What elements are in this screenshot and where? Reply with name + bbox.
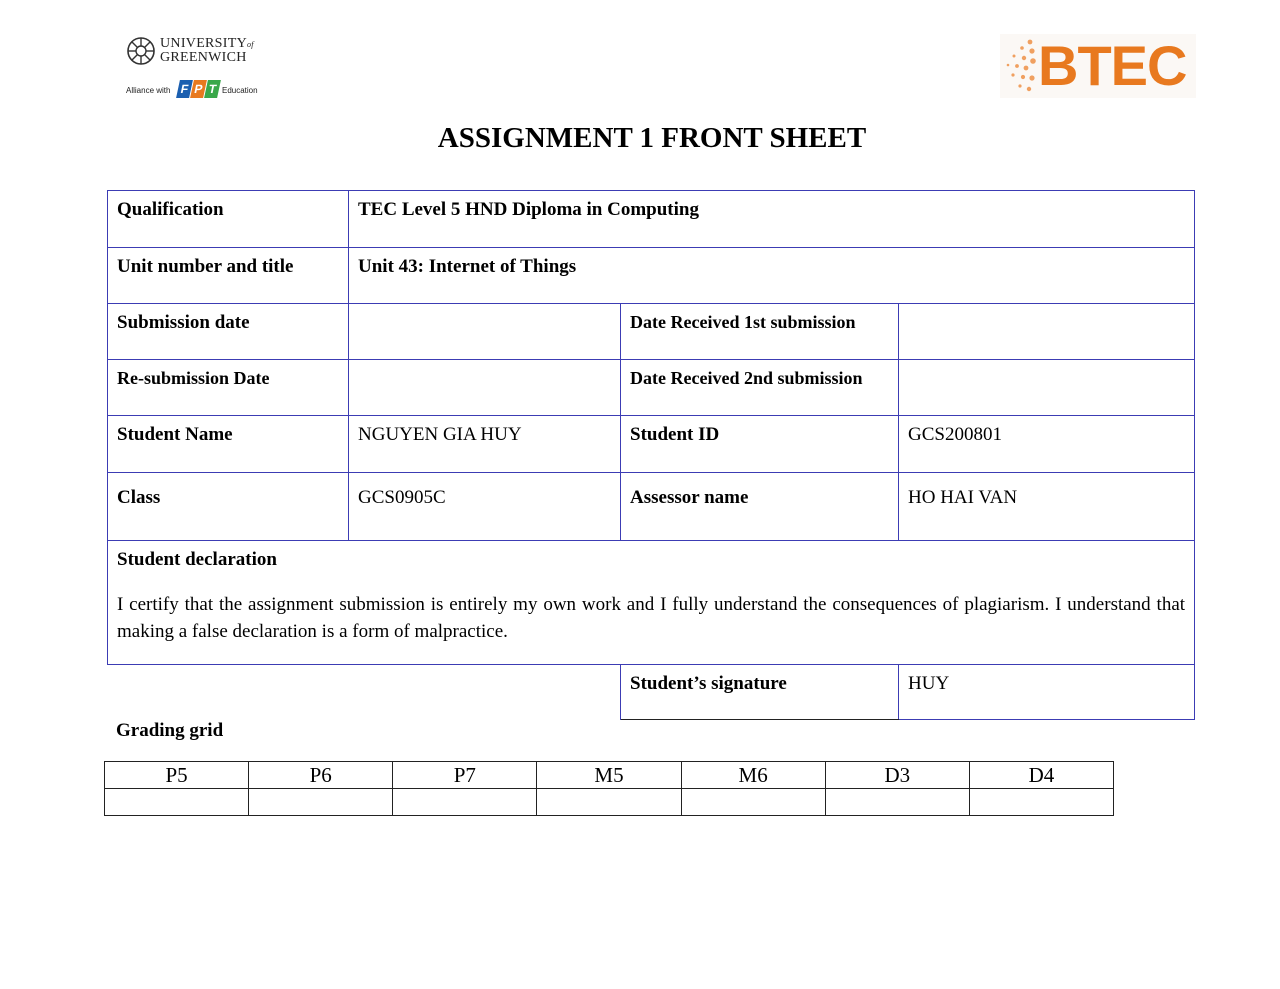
declaration-label: Student declaration — [117, 549, 277, 570]
unit-row — [108, 248, 1195, 304]
submission-row — [108, 304, 1195, 360]
grade-cell-d4[interactable] — [969, 789, 1113, 816]
grade-header-p5: P5 — [105, 762, 249, 789]
declaration-row — [108, 541, 1195, 665]
qualification-label: Qualification — [108, 191, 349, 248]
grading-grid — [104, 761, 1114, 816]
university-crest-icon — [126, 36, 156, 66]
resubmission-date-field[interactable] — [349, 360, 621, 416]
signature-spacer — [108, 665, 621, 720]
grade-cell-m6[interactable] — [681, 789, 825, 816]
grade-header-p6: P6 — [249, 762, 393, 789]
date-received-2-label: Date Received 2nd submission — [621, 360, 899, 416]
student-id-label: Student ID — [621, 416, 899, 473]
grade-header-p7: P7 — [393, 762, 537, 789]
resubmission-row — [108, 360, 1195, 416]
student-name-value[interactable]: NGUYEN GIA HUY — [349, 416, 621, 473]
declaration-cell — [108, 541, 1195, 665]
grade-cell-p6[interactable] — [249, 789, 393, 816]
grade-header-m5: M5 — [537, 762, 681, 789]
student-name-row — [108, 416, 1195, 473]
signature-value[interactable]: HUY — [899, 665, 1195, 720]
declaration-text: I certify that the assignment submission is entirely my own work and I fully understand the consequences of plagiarism. I understand that making a false declaration is a form of malpractice. — [117, 594, 1186, 642]
unit-value: Unit 43: Internet of Things — [349, 248, 1195, 304]
class-row — [108, 473, 1195, 541]
university-name-line1: UNIVERSITYof — [160, 36, 254, 51]
fpt-logo-letter-f: F — [176, 80, 193, 98]
grading-value-row — [105, 789, 1114, 816]
qualification-value: TEC Level 5 HND Diploma in Computing — [349, 191, 1195, 248]
date-received-1-field[interactable] — [899, 304, 1195, 360]
alliance-text: Alliance with — [126, 86, 171, 95]
grade-header-d3: D3 — [825, 762, 969, 789]
fpt-logo-letter-t: T — [204, 80, 221, 98]
btec-wordmark: BTEC — [1038, 34, 1187, 97]
grade-header-d4: D4 — [969, 762, 1113, 789]
date-received-2-field[interactable] — [899, 360, 1195, 416]
assessor-value[interactable]: HO HAI VAN — [899, 473, 1195, 541]
resubmission-date-label: Re-submission Date — [108, 360, 349, 416]
university-name-line2: GREENWICH — [160, 50, 247, 65]
submission-date-field[interactable] — [349, 304, 621, 360]
grade-cell-p5[interactable] — [105, 789, 249, 816]
grade-cell-p7[interactable] — [393, 789, 537, 816]
grade-cell-d3[interactable] — [825, 789, 969, 816]
grading-grid-label: Grading grid — [116, 720, 224, 741]
page-title: ASSIGNMENT 1 FRONT SHEET — [437, 122, 867, 154]
fpt-logo-letter-p: P — [190, 80, 207, 98]
class-value[interactable]: GCS0905C — [349, 473, 621, 541]
signature-label: Student’s signature — [621, 665, 899, 720]
qualification-row — [108, 191, 1195, 248]
grade-header-m6: M6 — [681, 762, 825, 789]
date-received-1-label: Date Received 1st submission — [621, 304, 899, 360]
grading-header-row — [105, 762, 1114, 789]
university-of-text: of — [247, 40, 254, 49]
unit-label: Unit number and title — [108, 248, 349, 304]
submission-date-label: Submission date — [108, 304, 349, 360]
education-text: Education — [222, 86, 258, 95]
front-sheet-table — [107, 190, 1195, 720]
signature-row — [108, 665, 1195, 720]
class-label: Class — [108, 473, 349, 541]
grade-cell-m5[interactable] — [537, 789, 681, 816]
university-of-greenwich-logo — [126, 34, 266, 104]
assessor-label: Assessor name — [621, 473, 899, 541]
btec-logo — [1000, 34, 1196, 98]
student-name-label: Student Name — [108, 416, 349, 473]
btec-dots-icon — [1000, 34, 1040, 98]
student-id-value[interactable]: GCS200801 — [899, 416, 1195, 473]
